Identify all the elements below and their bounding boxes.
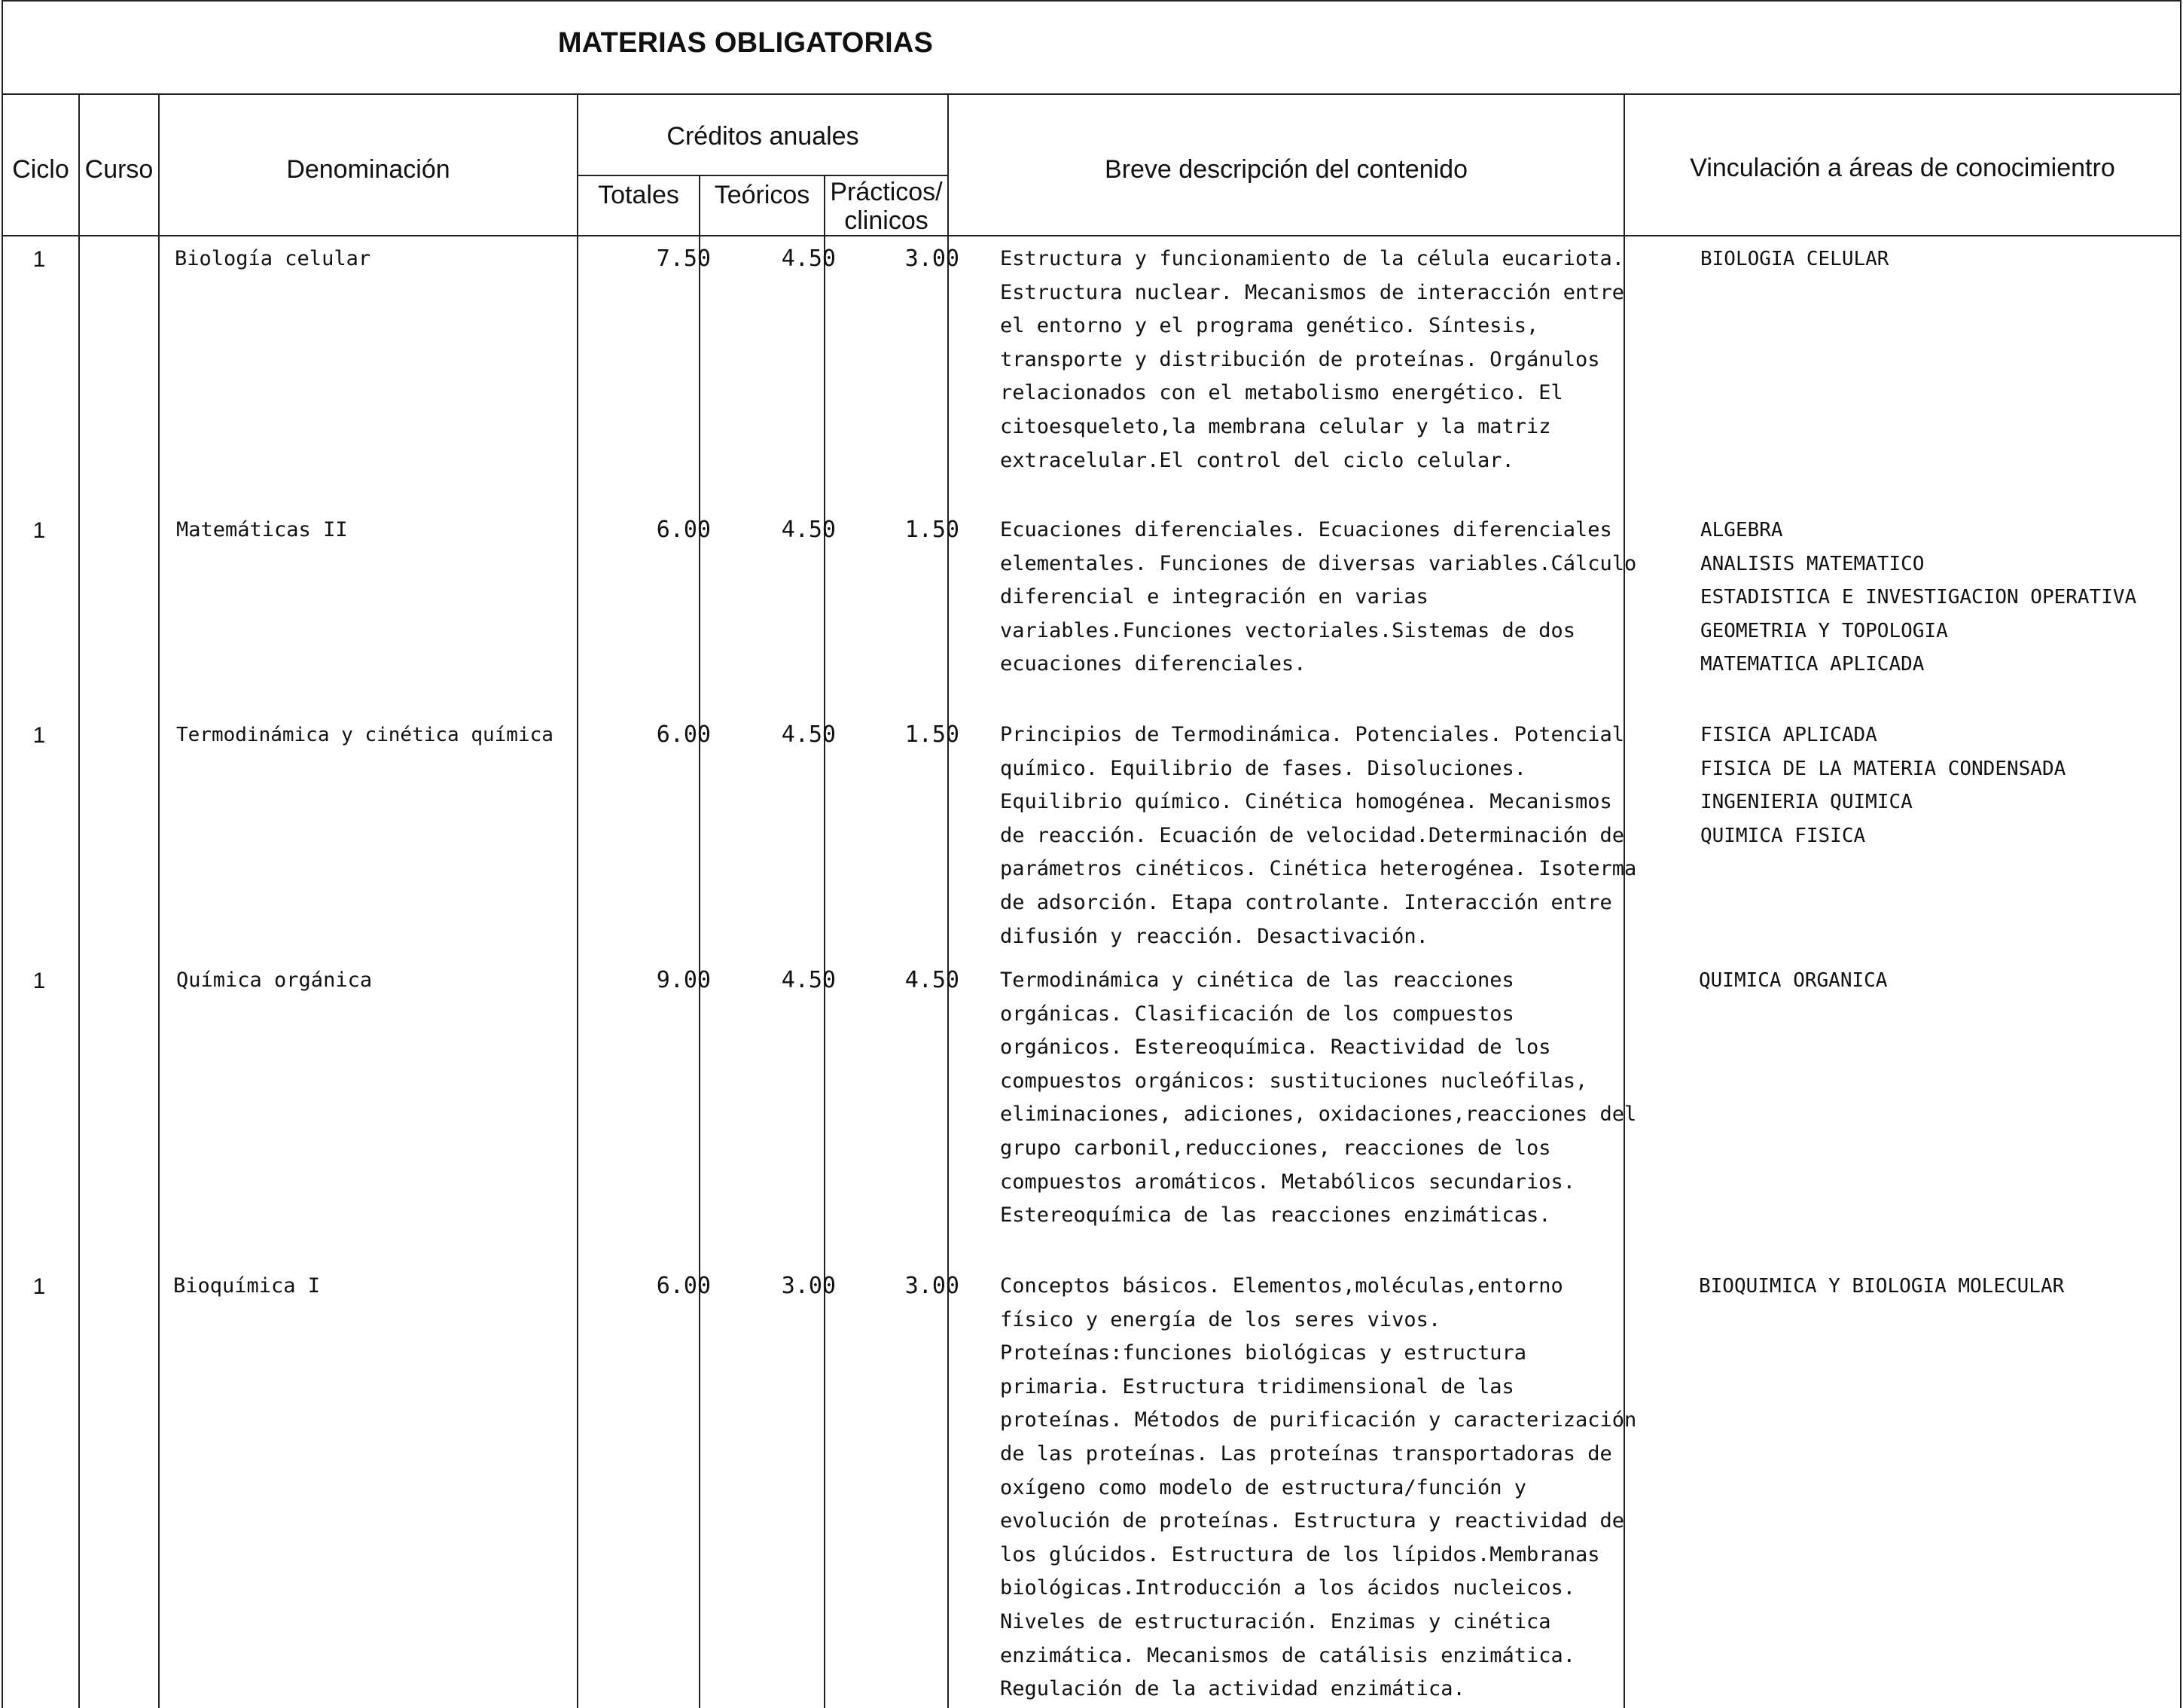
row-descripcion: Ecuaciones diferenciales. Ecuaciones diferenciales elementales. Funciones de diversas variables.Cálculo diferencial e integración en varias variables.Funciones vectoriales.Sistemas de dos ecuaciones diferenciales. (1000, 518, 1637, 676)
row-totales: 9.00 (656, 967, 711, 993)
col-divider-teoricos (824, 175, 825, 1708)
header-teoricos: Teóricos (714, 181, 810, 209)
header-denominacion: Denominación (286, 155, 450, 184)
row-teoricos: 4.50 (781, 517, 836, 543)
row-practicos: 4.50 (904, 967, 959, 993)
row-ciclo: 1 (32, 968, 46, 993)
right-border (2180, 0, 2181, 1708)
row-areas: QUIMICA ORGANICA (1699, 969, 1888, 992)
row-teoricos: 4.50 (781, 246, 836, 272)
row-practicos: 1.50 (904, 517, 959, 543)
row-practicos: 3.00 (904, 246, 959, 272)
header-practicos-line2: clinicos (844, 206, 928, 235)
col-divider-totales (699, 175, 700, 1708)
row-totales: 6.00 (656, 517, 711, 543)
header-separator (2, 235, 2181, 236)
row-teoricos: 4.50 (781, 967, 836, 993)
col-divider-denominacion (577, 93, 578, 1708)
row-teoricos: 3.00 (781, 1273, 836, 1299)
header-ciclo: Ciclo (12, 155, 69, 184)
header-totales: Totales (598, 181, 679, 209)
row-descripcion: Principios de Termodinámica. Potenciales. Potencial químico. Equilibrio de fases. Disoluciones. Equilibrio químico. Cinética homogénea. Mecanismos de reacción. Ecuación de velocidad.Determinación de parámetros cinéticos. Cinética heterogénea. Isoterma de adsorción. Etapa controlante. Interacción entre difusión y reacción. Desactivación. (1000, 723, 1637, 948)
row-ciclo: 1 (32, 518, 46, 543)
row-descripcion: Termodinámica y cinética de las reacciones orgánicas. Clasificación de los compuestos orgánicos. Estereoquímica. Reactividad de los compuestos orgánicos: sustituciones nucleófilas, eliminaciones, adiciones, oxidaciones,reacciones del grupo carbonil,reducciones, reacciones de los compuestos aromáticos. Metabólicos secundarios. Estereoquímica de las reacciones enzimáticas. (1000, 968, 1637, 1228)
row-areas: ALGEBRA ANALISIS MATEMATICO ESTADISTICA E INVESTIGACION OPERATIVA GEOMETRIA Y TOPOLOGIA MATEMATICA APLICADA (1700, 519, 2137, 676)
document-title: MATERIAS OBLIGATORIAS (557, 27, 934, 59)
col-divider-ciclo (78, 93, 80, 1708)
row-denominacion: Bioquímica I (173, 1274, 321, 1298)
row-ciclo: 1 (32, 1274, 46, 1299)
col-divider-creditos (947, 93, 949, 1708)
row-practicos: 3.00 (904, 1273, 959, 1299)
row-totales: 6.00 (656, 721, 711, 748)
row-ciclo: 1 (32, 723, 46, 748)
header-practicos (825, 178, 947, 235)
top-border (2, 0, 2181, 2)
row-teoricos: 4.50 (781, 721, 836, 748)
row-denominacion: Termodinámica y cinética química (176, 724, 553, 746)
row-denominacion: Matemáticas II (176, 518, 348, 541)
header-practicos-line1: Prácticos/ (830, 178, 943, 206)
row-areas: BIOQUIMICA Y BIOLOGIA MOLECULAR (1699, 1275, 2065, 1298)
row-denominacion: Química orgánica (176, 968, 373, 992)
creditos-separator (577, 175, 947, 176)
row-totales: 7.50 (656, 246, 711, 272)
header-curso: Curso (84, 155, 154, 184)
title-separator (2, 93, 2181, 95)
row-descripcion: Conceptos básicos. Elementos,moléculas,entorno físico y energía de los seres vivos. Proteínas:funciones biológicas y estructura primaria. Estructura tridimensional de las proteínas. Métodos de purificación y caracterización de las proteínas. Las proteínas transportadoras de oxígeno como modelo de estructura/función y evolución de proteínas. Estructura y reactividad de los glúcidos. Estructura de los lípidos.Membranas biológicas.Introducción a los ácidos nucleicos. Niveles de estructuración. Enzimas y cinética enzimática. Mecanismos de catálisis enzimática. Regulación de la actividad enzimática. (1000, 1274, 1637, 1701)
row-ciclo: 1 (32, 247, 46, 272)
header-descripcion: Breve descripción del contenido (1105, 155, 1468, 184)
row-denominacion: Biología celular (175, 247, 371, 270)
row-practicos: 1.50 (904, 721, 959, 748)
header-vinculacion: Vinculación a áreas de conocimientro (1690, 154, 2115, 182)
col-divider-curso (158, 93, 160, 1708)
row-descripcion: Estructura y funcionamiento de la célula eucariota. Estructura nuclear. Mecanismos de interacción entre el entorno y el programa genético. Síntesis, transporte y distribución de proteínas. Orgánulos relacionados con el metabolismo energético. El citoesqueleto,la membrana celular y la matriz extracelular.El control del ciclo celular. (1000, 247, 1625, 472)
header-creditos-anuales: Créditos anuales (666, 122, 859, 151)
row-totales: 6.00 (656, 1273, 711, 1299)
row-areas: BIOLOGIA CELULAR (1700, 248, 1889, 270)
row-areas: FISICA APLICADA FISICA DE LA MATERIA CONDENSADA INGENIERIA QUIMICA QUIMICA FISICA (1700, 724, 2066, 847)
